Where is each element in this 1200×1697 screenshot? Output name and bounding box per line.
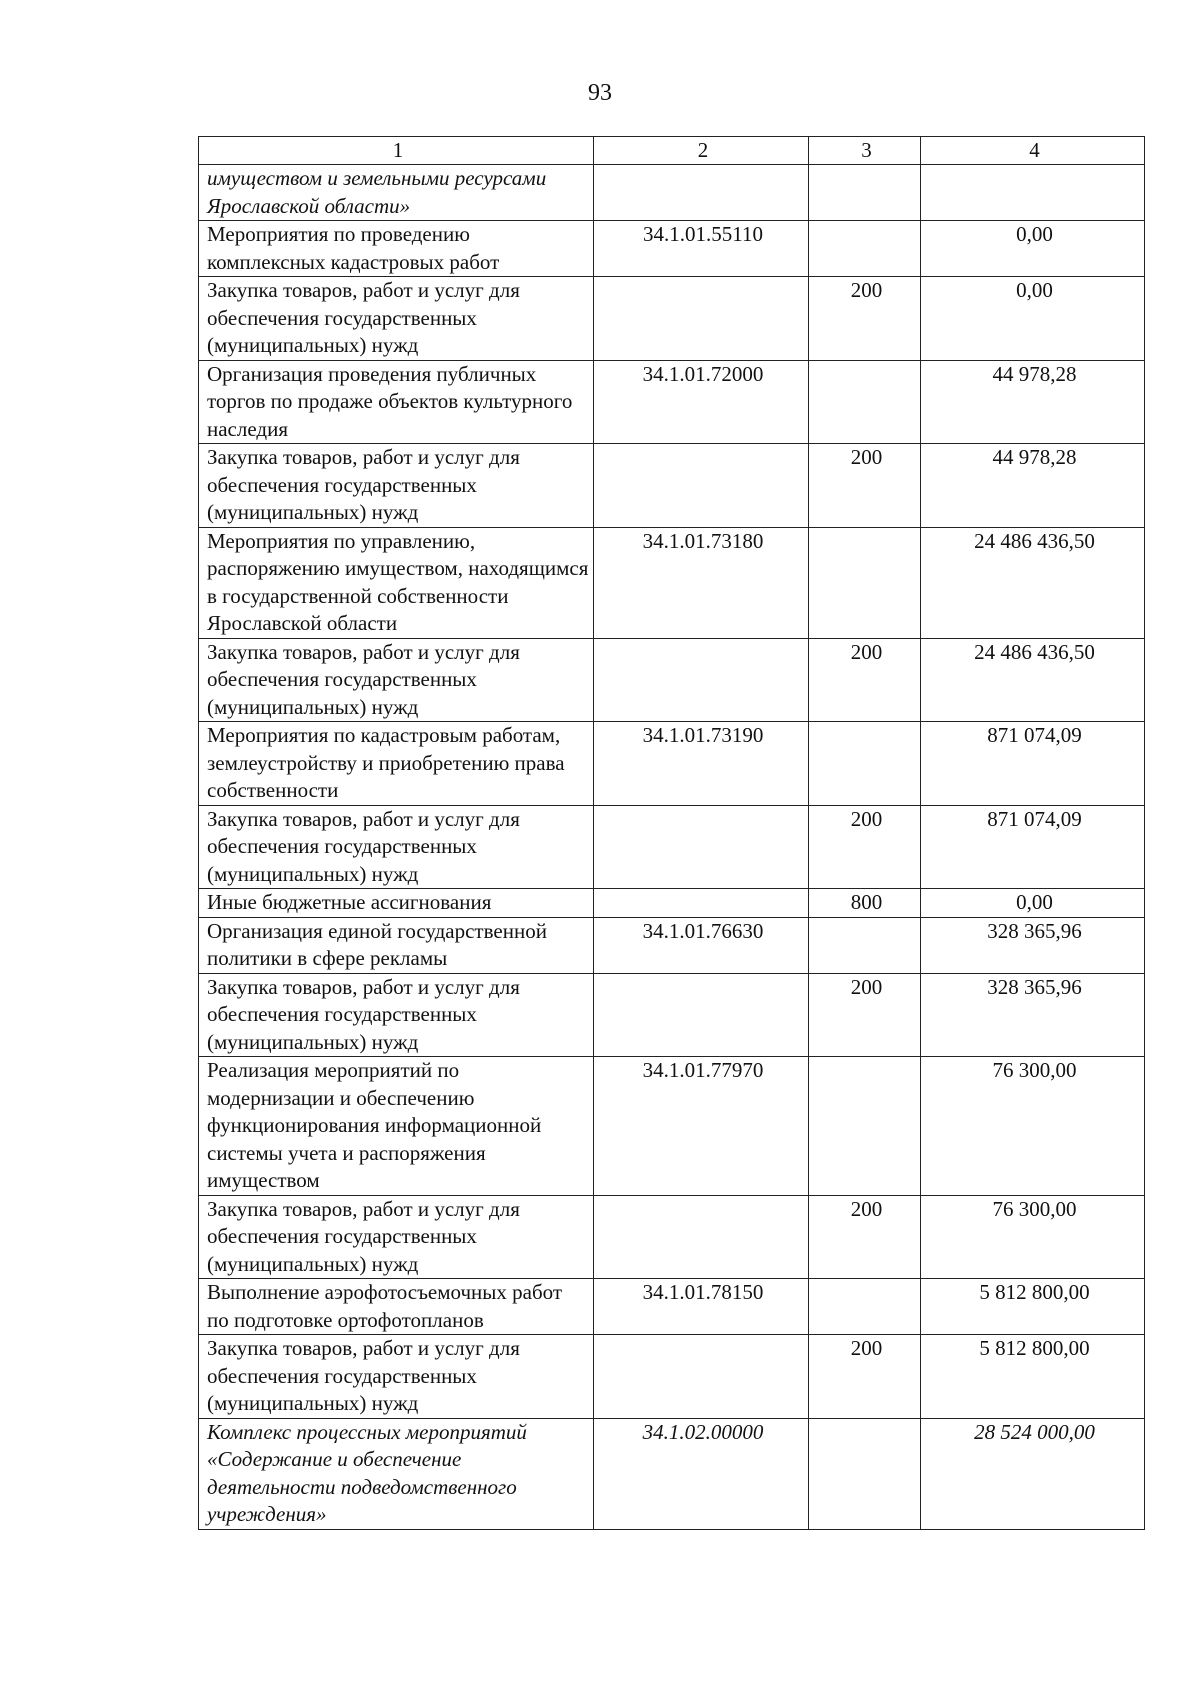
table-row xyxy=(199,1195,1145,1279)
row-amount: 0,00 xyxy=(921,277,1145,361)
row-amount: 28 524 000,00 xyxy=(921,1418,1145,1529)
row-expense-type xyxy=(809,360,921,444)
table-row xyxy=(199,1279,1145,1335)
table-row xyxy=(199,1335,1145,1419)
header-col-2: 2 xyxy=(594,137,809,165)
row-name: Комплекс процессных мероприятий «Содержание и обеспечение деятельности подведомственного учреждения» xyxy=(199,1418,594,1529)
table-row xyxy=(199,1057,1145,1196)
row-name: Мероприятия по кадастровым работам, землеустройству и приобретению права собственности xyxy=(199,722,594,806)
row-name: Мероприятия по проведению комплексных кадастровых работ xyxy=(199,221,594,277)
header-col-4: 4 xyxy=(921,137,1145,165)
row-expense-type: 200 xyxy=(809,973,921,1057)
row-amount: 0,00 xyxy=(921,221,1145,277)
table-row xyxy=(199,221,1145,277)
row-amount: 5 812 800,00 xyxy=(921,1279,1145,1335)
row-expense-type xyxy=(809,1057,921,1196)
row-code xyxy=(594,444,809,528)
row-code: 34.1.01.55110 xyxy=(594,221,809,277)
row-code xyxy=(594,1195,809,1279)
row-code: 34.1.01.77970 xyxy=(594,1057,809,1196)
row-expense-type: 800 xyxy=(809,889,921,918)
row-name: Реализация мероприятий по модернизации и обеспечению функционирования информационной системы учета и распоряжения имуществом xyxy=(199,1057,594,1196)
row-name: Закупка товаров, работ и услуг для обеспечения государственных (муниципальных) нужд xyxy=(199,444,594,528)
row-amount: 871 074,09 xyxy=(921,722,1145,806)
row-code xyxy=(594,1335,809,1419)
header-col-3: 3 xyxy=(809,137,921,165)
row-expense-type: 200 xyxy=(809,638,921,722)
row-expense-type xyxy=(809,917,921,973)
row-code: 34.1.02.00000 xyxy=(594,1418,809,1529)
row-name: Закупка товаров, работ и услуг для обеспечения государственных (муниципальных) нужд xyxy=(199,277,594,361)
row-expense-type xyxy=(809,1279,921,1335)
row-expense-type xyxy=(809,165,921,221)
row-expense-type xyxy=(809,221,921,277)
table-header-row xyxy=(199,137,1145,165)
row-amount: 24 486 436,50 xyxy=(921,527,1145,638)
table-row xyxy=(199,165,1145,221)
row-amount: 24 486 436,50 xyxy=(921,638,1145,722)
row-code xyxy=(594,805,809,889)
table-row xyxy=(199,444,1145,528)
row-name: Закупка товаров, работ и услуг для обеспечения государственных (муниципальных) нужд xyxy=(199,1195,594,1279)
row-code: 34.1.01.73180 xyxy=(594,527,809,638)
row-amount: 76 300,00 xyxy=(921,1195,1145,1279)
row-name: Мероприятия по управлению, распоряжению имуществом, находящимся в государственной собственности Ярославской области xyxy=(199,527,594,638)
table-row xyxy=(199,277,1145,361)
table-row xyxy=(199,638,1145,722)
row-name: Организация проведения публичных торгов по продаже объектов культурного наследия xyxy=(199,360,594,444)
row-expense-type: 200 xyxy=(809,1195,921,1279)
row-code: 34.1.01.78150 xyxy=(594,1279,809,1335)
row-code xyxy=(594,973,809,1057)
table-row xyxy=(199,889,1145,918)
table-row xyxy=(199,722,1145,806)
table-row xyxy=(199,973,1145,1057)
row-amount: 5 812 800,00 xyxy=(921,1335,1145,1419)
row-amount: 44 978,28 xyxy=(921,444,1145,528)
row-expense-type: 200 xyxy=(809,805,921,889)
row-code: 34.1.01.73190 xyxy=(594,722,809,806)
row-code xyxy=(594,165,809,221)
row-name: Закупка товаров, работ и услуг для обеспечения государственных (муниципальных) нужд xyxy=(199,638,594,722)
table-row xyxy=(199,360,1145,444)
row-name: Закупка товаров, работ и услуг для обеспечения государственных (муниципальных) нужд xyxy=(199,805,594,889)
row-name: Выполнение аэрофотосъемочных работ по подготовке ортофотопланов xyxy=(199,1279,594,1335)
row-expense-type xyxy=(809,722,921,806)
row-amount: 328 365,96 xyxy=(921,973,1145,1057)
table-row xyxy=(199,805,1145,889)
row-code: 34.1.01.76630 xyxy=(594,917,809,973)
page-number: 93 xyxy=(588,80,612,106)
row-expense-type xyxy=(809,1418,921,1529)
row-expense-type xyxy=(809,527,921,638)
row-amount xyxy=(921,165,1145,221)
row-amount: 0,00 xyxy=(921,889,1145,918)
row-code xyxy=(594,277,809,361)
header-col-1: 1 xyxy=(199,137,594,165)
row-name: имуществом и земельными ресурсами Ярославской области» xyxy=(199,165,594,221)
row-code: 34.1.01.72000 xyxy=(594,360,809,444)
table-row xyxy=(199,917,1145,973)
row-expense-type: 200 xyxy=(809,277,921,361)
budget-table xyxy=(198,136,1145,1530)
row-amount: 44 978,28 xyxy=(921,360,1145,444)
table-body xyxy=(199,165,1145,1530)
row-expense-type: 200 xyxy=(809,1335,921,1419)
row-name: Иные бюджетные ассигнования xyxy=(199,889,594,918)
row-amount: 328 365,96 xyxy=(921,917,1145,973)
row-name: Закупка товаров, работ и услуг для обеспечения государственных (муниципальных) нужд xyxy=(199,1335,594,1419)
row-amount: 871 074,09 xyxy=(921,805,1145,889)
row-name: Организация единой государственной политики в сфере рекламы xyxy=(199,917,594,973)
table-row xyxy=(199,1418,1145,1529)
table-row xyxy=(199,527,1145,638)
row-code xyxy=(594,638,809,722)
row-expense-type: 200 xyxy=(809,444,921,528)
row-name: Закупка товаров, работ и услуг для обеспечения государственных (муниципальных) нужд xyxy=(199,973,594,1057)
row-amount: 76 300,00 xyxy=(921,1057,1145,1196)
row-code xyxy=(594,889,809,918)
